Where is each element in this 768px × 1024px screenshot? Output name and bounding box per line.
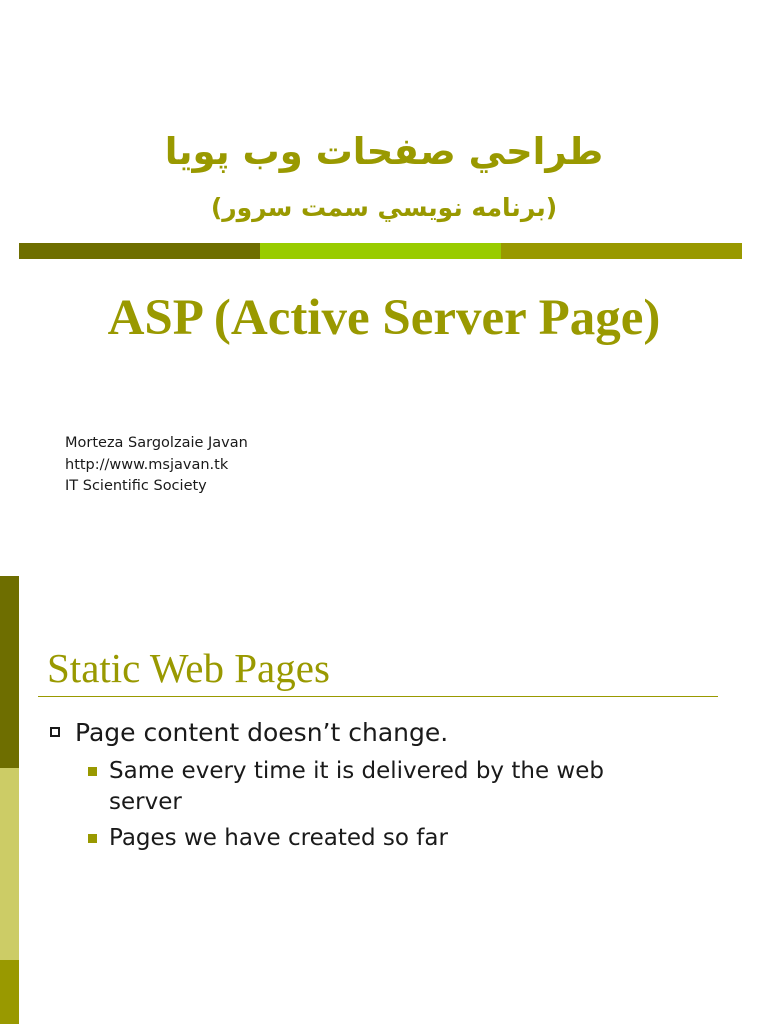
list-item: [88, 823, 669, 854]
side-strip: [0, 576, 19, 1024]
accent-bar-segment-light: [260, 243, 501, 259]
accent-bar: [19, 243, 742, 259]
author-block: [65, 433, 248, 498]
bullet-list: [48, 714, 728, 859]
title-divider: [38, 696, 718, 697]
sub-bullet-text: Same every time it is delivered by the web server: [109, 758, 604, 815]
slide-title: Static Web Pages: [47, 645, 330, 691]
side-strip-band-dark: [0, 576, 19, 768]
square-bullet-icon: [50, 727, 60, 737]
persian-subtitle: (برنامه نويسي سمت سرور): [210, 193, 558, 222]
sub-bullet-text: Pages we have created so far: [109, 825, 448, 851]
filled-square-bullet-icon: [88, 767, 97, 776]
list-item: [88, 756, 669, 818]
side-strip-band-light: [0, 768, 19, 960]
author-organization: IT Scientific Society: [65, 478, 207, 494]
accent-bar-segment-dark: [19, 243, 260, 259]
slide-2: [0, 576, 768, 1024]
author-name: Morteza Sargolzaie Javan: [65, 435, 248, 451]
author-url[interactable]: http://www.msjavan.tk: [65, 456, 229, 473]
list-item: [48, 714, 728, 752]
persian-title: طراحي صفحات وب پويا: [164, 130, 604, 173]
accent-bar-segment-olive: [501, 243, 742, 259]
filled-square-bullet-icon: [88, 834, 97, 843]
bullet-text: Page content doesn’t change.: [75, 718, 449, 747]
main-title: ASP (Active Server Page): [107, 290, 661, 346]
side-strip-band-olive: [0, 960, 19, 1024]
sub-bullet-list: [48, 756, 728, 854]
